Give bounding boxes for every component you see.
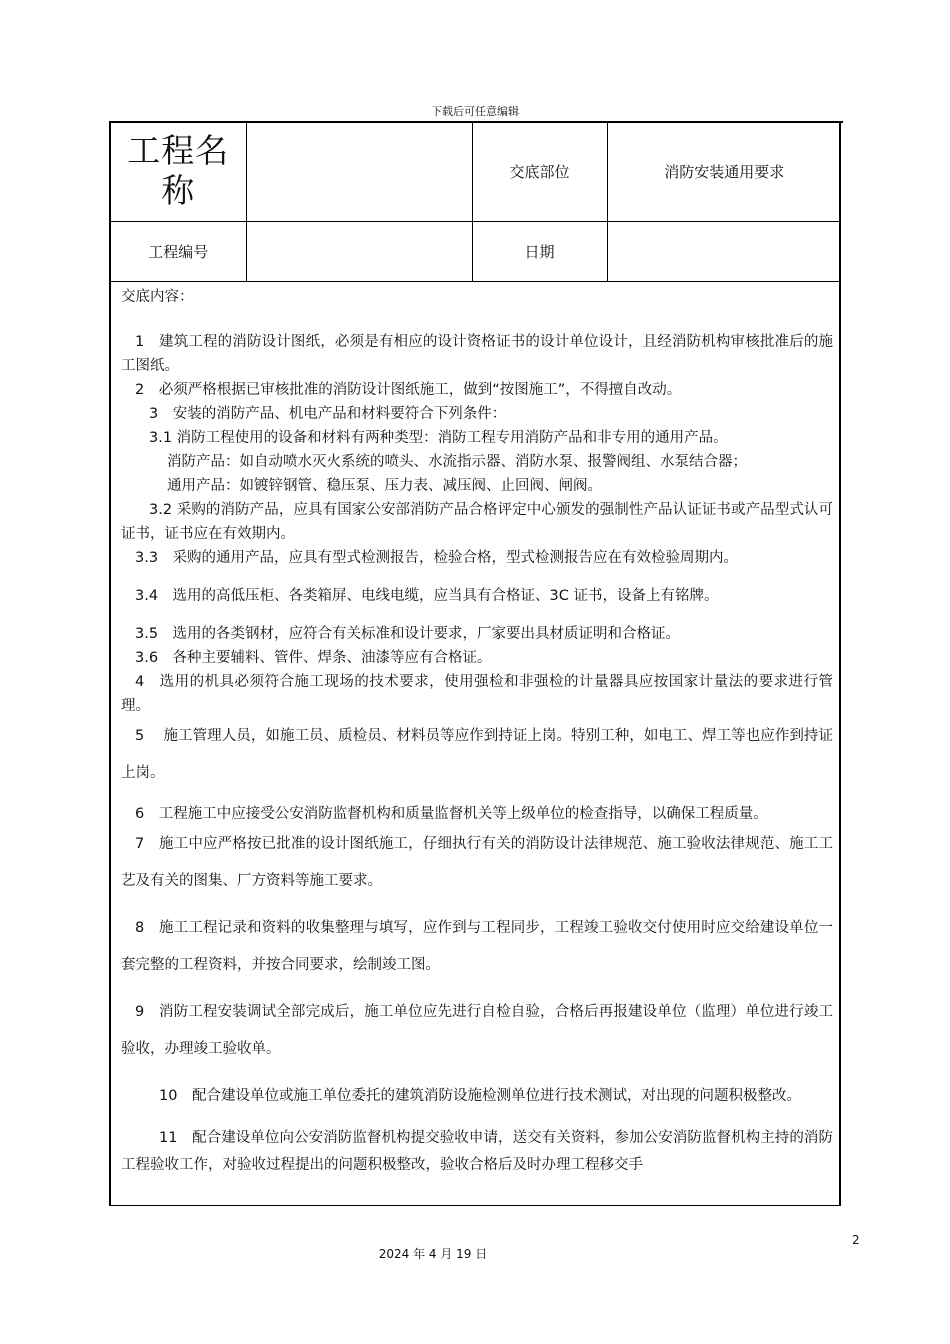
project-name-label-cell bbox=[111, 121, 246, 222]
paragraph: 4 选用的机具必须符合施工现场的技术要求，使用强检和非强检的计量器具应按国家计量法的要求进行管理。 bbox=[121, 674, 833, 714]
project-no-value[interactable] bbox=[246, 222, 472, 282]
info-table bbox=[111, 121, 841, 282]
paragraph: 7 施工中应严格按已批准的设计图纸施工，仔细执行有关的消防设计法律规范、施工验收法律规范、施工工艺及有关的图集、厂方资料等施工要求。 bbox=[121, 836, 833, 889]
disclosure-part-label: 交底部位 bbox=[472, 121, 607, 222]
paragraph: 3.1 消防工程使用的设备和材料有两种类型：消防工程专用消防产品和非专用的通用产品。 bbox=[149, 430, 728, 446]
paragraph: 消防产品：如自动喷水灭火系统的喷头、水流指示器、消防水泵、报警阀组、水泵结合器； bbox=[167, 454, 747, 470]
paragraph: 通用产品：如镀锌钢管、稳压泵、压力表、减压阀、止回阀、闸阀。 bbox=[167, 478, 602, 494]
paragraph: 3.6 各种主要辅料、管件、焊条、油漆等应有合格证。 bbox=[135, 650, 492, 666]
paragraph: 2 必须严格根据已审核批准的消防设计图纸施工，做到“按图施工”，不得擅自改动。 bbox=[135, 382, 682, 398]
paragraph: 3.2 采购的消防产品，应具有国家公安部消防产品合格评定中心颁发的强制性产品认证证书或产品型式认可证书，证书应在有效期内。 bbox=[121, 502, 833, 542]
date-value[interactable] bbox=[607, 222, 841, 282]
disclosure-part-value[interactable]: 消防安装通用要求 bbox=[607, 121, 841, 222]
paragraph: 10 配合建设单位或施工单位委托的建筑消防设施检测单位进行技术测试，对出现的问题积极整改。 bbox=[159, 1088, 801, 1104]
paragraph: 8 施工工程记录和资料的收集整理与填写，应作到与工程同步，工程竣工验收交付使用时应交给建设单位一套完整的工程资料，并按合同要求，绘制竣工图。 bbox=[121, 920, 833, 973]
disclosure-sheet bbox=[109, 121, 841, 1206]
paragraph: 5 施工管理人员，如施工员、质检员、材料员等应作到持证上岗。特别工种，如电工、焊工等也应作到持证上岗。 bbox=[121, 728, 833, 781]
paragraph: 9 消防工程安装调试全部完成后，施工单位应先进行自检自验，合格后再报建设单位（监理）单位进行竣工验收，办理竣工验收单。 bbox=[121, 1004, 833, 1057]
header-note: 下载后可任意编辑 bbox=[431, 105, 519, 118]
project-no-label: 工程编号 bbox=[111, 222, 246, 282]
disclosure-content bbox=[111, 282, 841, 1179]
date-label: 日期 bbox=[472, 222, 607, 282]
paragraph: 1 建筑工程的消防设计图纸，必须是有相应的设计资格证书的设计单位设计，且经消防机构审核批准后的施工图纸。 bbox=[121, 334, 833, 374]
page-number: 2 bbox=[852, 1233, 860, 1247]
paragraph: 3.3 采购的通用产品，应具有型式检测报告，检验合格，型式检测报告应在有效检验周期内。 bbox=[135, 550, 739, 566]
paragraph: 3.5 选用的各类钢材，应符合有关标准和设计要求，厂家要出具材质证明和合格证。 bbox=[135, 626, 681, 642]
paragraph: 3.4 选用的高低压柜、各类箱屏、电线电缆，应当具有合格证、3C 证书，设备上有铭牌。 bbox=[135, 588, 719, 604]
footer-date: 2024 年 4 月 19 日 bbox=[378, 1247, 488, 1261]
paragraph: 6 工程施工中应接受公安消防监督机构和质量监督机关等上级单位的检查指导，以确保工程质量。 bbox=[135, 806, 768, 822]
project-name-value[interactable] bbox=[246, 121, 472, 222]
content-label: 交底内容： bbox=[121, 289, 194, 305]
paragraph: 3 安装的消防产品、机电产品和材料要符合下列条件： bbox=[149, 406, 507, 422]
paragraph: 11 配合建设单位向公安消防监督机构提交验收申请，送交有关资料，参加公安消防监督机构主持的消防工程验收工作，对验收过程提出的问题积极整改，验收合格后及时办理工程移交手 bbox=[121, 1130, 833, 1173]
project-name-label: 工程名称 bbox=[127, 131, 230, 210]
